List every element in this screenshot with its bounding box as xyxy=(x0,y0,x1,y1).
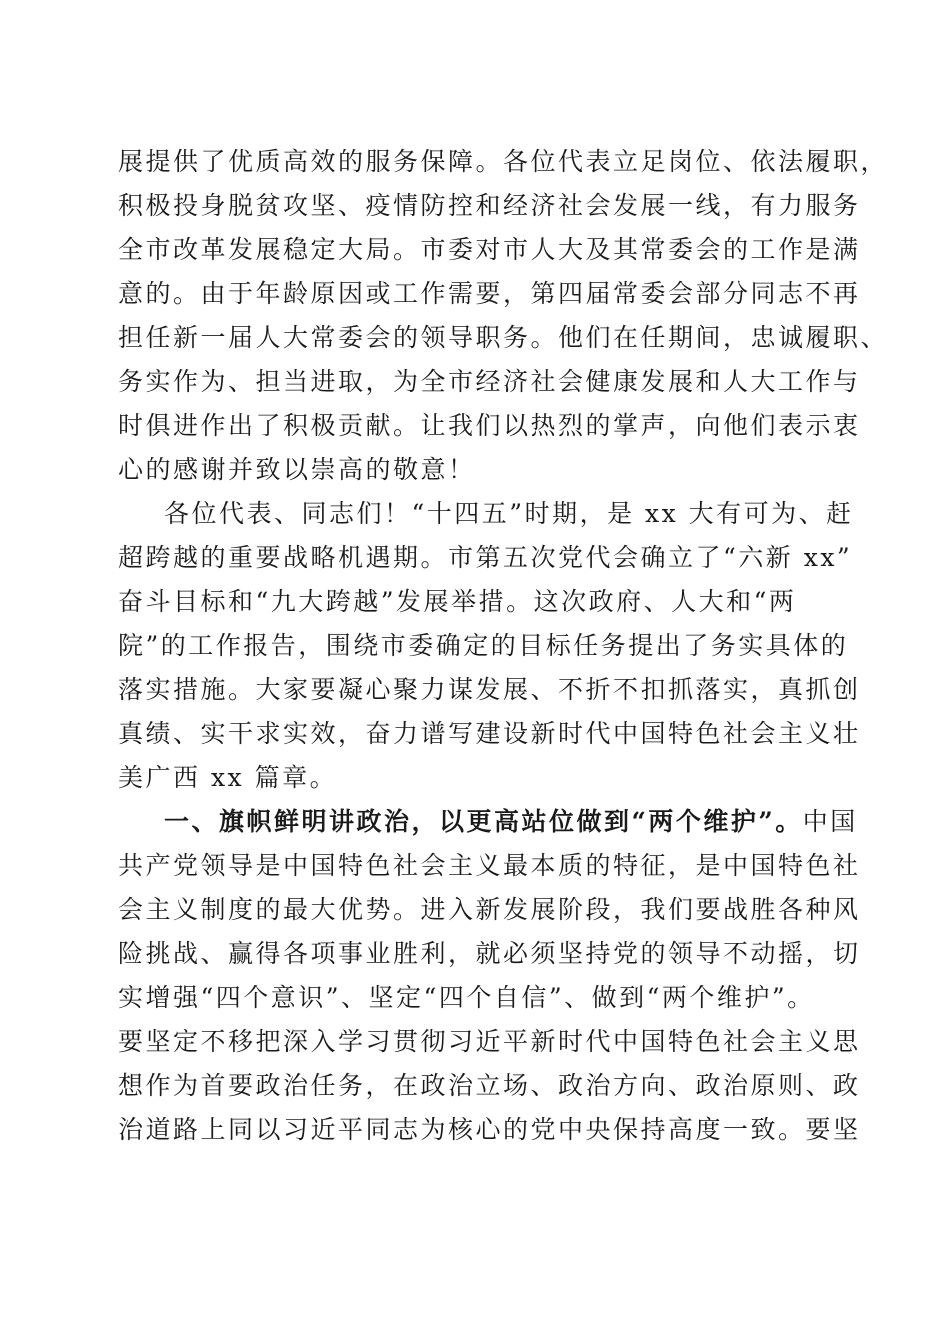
text-line: 意的。由于年龄原因或工作需要，第四届常委会部分同志不再 xyxy=(118,279,861,308)
section-heading: 一、旗帜鲜明讲政治，以更高站位做到“两个维护”。 xyxy=(164,807,803,836)
text-line: 时俱进作出了积极贡献。让我们以热烈的掌声，向他们表示衷 xyxy=(118,411,861,440)
text-line: 真绩、实干求实效，奋力谱写建设新时代中国特色社会主义壮 xyxy=(118,719,861,748)
text-line: 美广西 xx 篇章。 xyxy=(118,763,338,792)
paragraph xyxy=(118,492,861,800)
body-text xyxy=(118,140,889,1152)
paragraph xyxy=(118,140,889,492)
text-line: 务实作为、担当进取，为全市经济社会健康发展和人大工作与 xyxy=(118,367,861,396)
text-line: 积极投身脱贫攻坚、疫情防控和经济社会发展一线，有力服务 xyxy=(118,191,861,220)
text-line: 共产党领导是中国特色社会主义最本质的特征，是中国特色社 xyxy=(118,851,861,880)
text-line: 超跨越的重要战略机遇期。市第五次党代会确立了“六新 xx” xyxy=(118,543,853,572)
text-line: 治道路上同以习近平同志为核心的党中央保持高度一致。要坚 xyxy=(118,1115,861,1144)
text-line: 险挑战、赢得各项事业胜利，就必须坚持党的领导不动摇，切 xyxy=(118,939,861,968)
text-line: 院”的工作报告，围绕市委确定的目标任务提出了务实具体的 xyxy=(118,631,849,660)
text-run: 中国 xyxy=(802,807,858,836)
text-line: 全市改革发展稳定大局。市委对市人大及其常委会的工作是满 xyxy=(118,235,861,264)
text-line: 落实措施。大家要凝心聚力谋发展、不折不扣抓落实，真抓创 xyxy=(118,675,861,704)
text-line: 想作为首要政治任务，在政治立场、政治方向、政治原则、政 xyxy=(118,1071,861,1100)
text-line: 要坚定不移把深入学习贯彻习近平新时代中国特色社会主义思 xyxy=(118,1027,861,1056)
text-line: 会主义制度的最大优势。进入新发展阶段，我们要战胜各种风 xyxy=(118,895,861,924)
paragraph xyxy=(118,800,861,1152)
section-heading-line xyxy=(118,800,858,844)
text-line: 实增强“四个意识”、坚定“四个自信”、做到“两个维护”。 xyxy=(118,983,815,1012)
text-line: 心的感谢并致以崇高的敬意！ xyxy=(118,455,476,484)
text-line: 展提供了优质高效的服务保障。各位代表立足岗位、依法履职， xyxy=(118,147,889,176)
text-line: 奋斗目标和“九大跨越”发展举措。这次政府、人大和“两 xyxy=(118,587,797,616)
text-line: 各位代表、同志们！“十四五”时期，是 xx 大有可为、赶 xyxy=(164,499,854,528)
text-line: 担任新一届人大常委会的领导职务。他们在任期间，忠诚履职、 xyxy=(118,323,889,352)
